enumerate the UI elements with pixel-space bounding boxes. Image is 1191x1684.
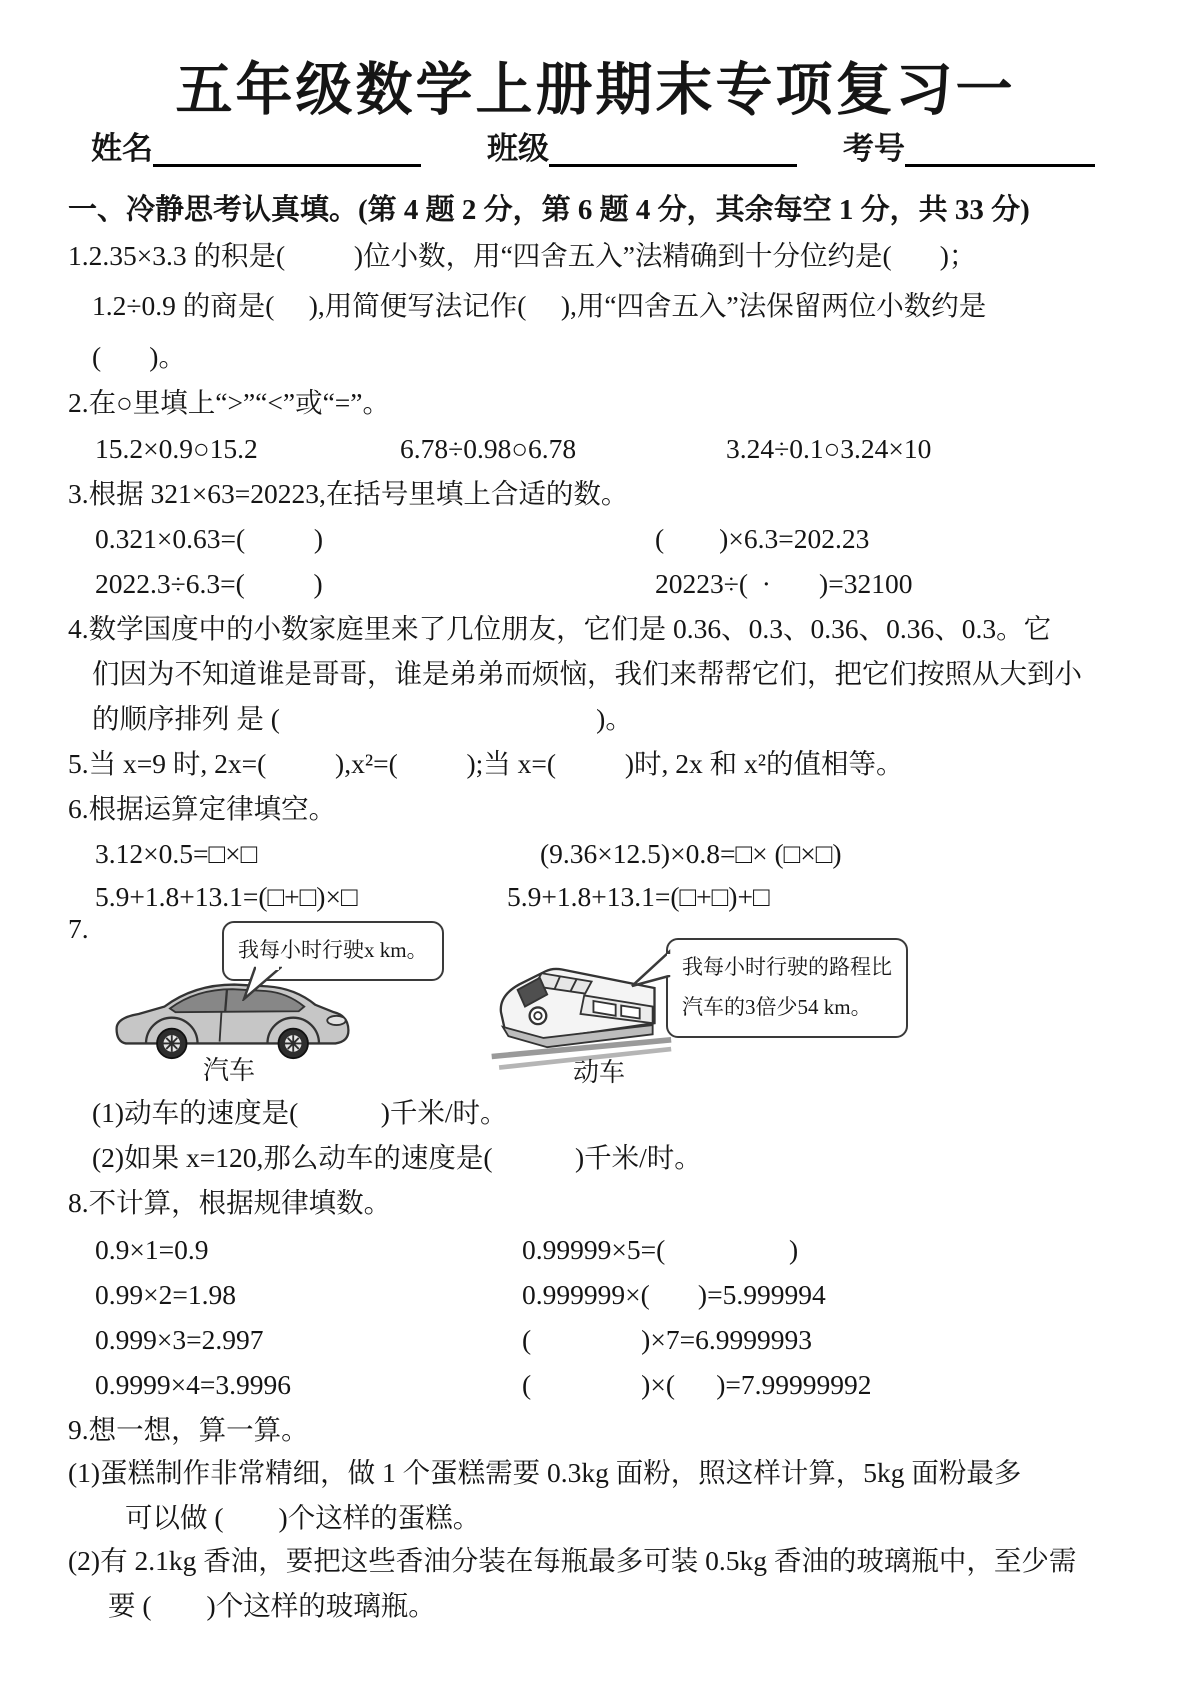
name-blank-line (153, 128, 421, 167)
car-speech-bubble-tail (238, 965, 282, 1001)
train-speech-bubble-tail (630, 948, 672, 992)
q5-line1: 5.当 x=9 时, 2x=( ),x²=( );当 x=( )时, 2x 和 x²的值相等。 (68, 748, 904, 779)
q8-row2-left: 0.99×2=1.98 (95, 1279, 237, 1310)
name-label: 姓名 (91, 130, 153, 166)
q6-row2-right: 5.9+1.8+13.1=(□+□)+□ (507, 881, 770, 912)
exam-no-field-group (843, 128, 1095, 167)
q7-sub2: (2)如果 x=120,那么动车的速度是( )千米/时。 (92, 1142, 702, 1173)
q2-item-1: 15.2×0.9○15.2 (95, 433, 258, 464)
train-speech-line2: 汽车的3倍少54 km。 (682, 994, 872, 1019)
q9-sub1-line2: 可以做 ( )个这样的蛋糕。 (125, 1502, 481, 1533)
class-field-group (487, 128, 797, 167)
q8-line1: 8.不计算，根据规律填数。 (68, 1187, 392, 1218)
q3-row2-left: 2022.3÷6.3=( ) (95, 568, 323, 599)
q2-item-2: 6.78÷0.98○6.78 (400, 433, 577, 464)
q2-line1: 2.在○里填上“>”“<”或“=”。 (68, 387, 390, 418)
q3-row1-right: ( )×6.3=202.23 (655, 523, 870, 554)
q8-row1-left: 0.9×1=0.9 (95, 1234, 209, 1265)
q3-line1: 3.根据 321×63=20223,在括号里填上合适的数。 (68, 478, 629, 509)
q8-row3-right: ( )×7=6.9999993 (522, 1324, 812, 1355)
q1-line3: ( )。 (92, 341, 186, 372)
exam-no-blank-line (905, 128, 1095, 167)
q1-line1: 1.2.35×3.3 的积是( )位小数，用“四舍五入”法精确到十分位约是( )； (68, 240, 977, 271)
q3-row1-left: 0.321×0.63=( ) (95, 523, 324, 554)
q8-row4-left: 0.9999×4=3.9996 (95, 1369, 292, 1400)
q9-sub2-line2: 要 ( )个这样的玻璃瓶。 (108, 1590, 436, 1621)
q8-row3-left: 0.999×3=2.997 (95, 1324, 264, 1355)
q8-row4-right: ( )×( )=7.99999992 (522, 1369, 872, 1400)
q4-line2: 们因为不知道谁是哥哥，谁是弟弟而烦恼，我们来帮帮它们，把它们按照从大到小 (92, 658, 1082, 689)
q3-row2-right: 20223÷( · )=32100 (655, 568, 913, 599)
q4-line1: 4.数学国度中的小数家庭里来了几位朋友，它们是 0.36、0.3、0.36、0.36、0.3。它 (68, 613, 1052, 644)
q8-row1-right: 0.99999×5=( ) (522, 1234, 799, 1265)
q6-row1-right: (9.36×12.5)×0.8=□× (□×□) (540, 838, 842, 869)
q6-line1: 6.根据运算定律填空。 (68, 793, 337, 824)
train-speech-line1: 我每小时行驶的路程比 (682, 955, 892, 979)
train-speech-bubble (666, 938, 908, 1038)
q8-row2-right: 0.999999×( )=5.999994 (522, 1279, 826, 1310)
q1-line2: 1.2÷0.9 的商是( ),用简便写法记作( ),用“四舍五入”法保留两位小数约是 (92, 290, 987, 321)
q7-sub1: (1)动车的速度是( )千米/时。 (92, 1097, 508, 1128)
q4-line3: 的顺序排列 是 ( )。 (92, 703, 633, 734)
page-title: 五年级数学上册期末专项复习一 (175, 59, 1016, 122)
name-field-group (91, 128, 421, 167)
q9-sub2-line1: (2)有 2.1kg 香油，要把这些香油分装在每瓶最多可装 0.5kg 香油的玻璃瓶中，至少需 (68, 1545, 1077, 1576)
car-icon (110, 968, 355, 1060)
q6-row1-left: 3.12×0.5=□×□ (95, 838, 258, 869)
car-speech-text: 我每小时行驶x km。 (238, 938, 428, 962)
class-label: 班级 (487, 130, 549, 166)
q7-label: 7. (68, 913, 89, 944)
q6-row2-left: 5.9+1.8+13.1=(□+□)×□ (95, 881, 358, 912)
q9-line1: 9.想一想，算一算。 (68, 1414, 309, 1445)
exam-no-label: 考号 (843, 130, 905, 166)
section1-heading: 一、冷静思考认真填。(第 4 题 2 分，第 6 题 4 分，其余每空 1 分，共 33 分) (68, 194, 1030, 226)
train-caption: 动车 (573, 1058, 626, 1087)
class-blank-line (549, 128, 797, 167)
car-caption: 汽车 (203, 1056, 256, 1085)
q9-sub1-line1: (1)蛋糕制作非常精细，做 1 个蛋糕需要 0.3kg 面粉，照这样计算，5kg 面粉最多 (68, 1457, 1022, 1488)
q2-item-3: 3.24÷0.1○3.24×10 (726, 433, 932, 464)
